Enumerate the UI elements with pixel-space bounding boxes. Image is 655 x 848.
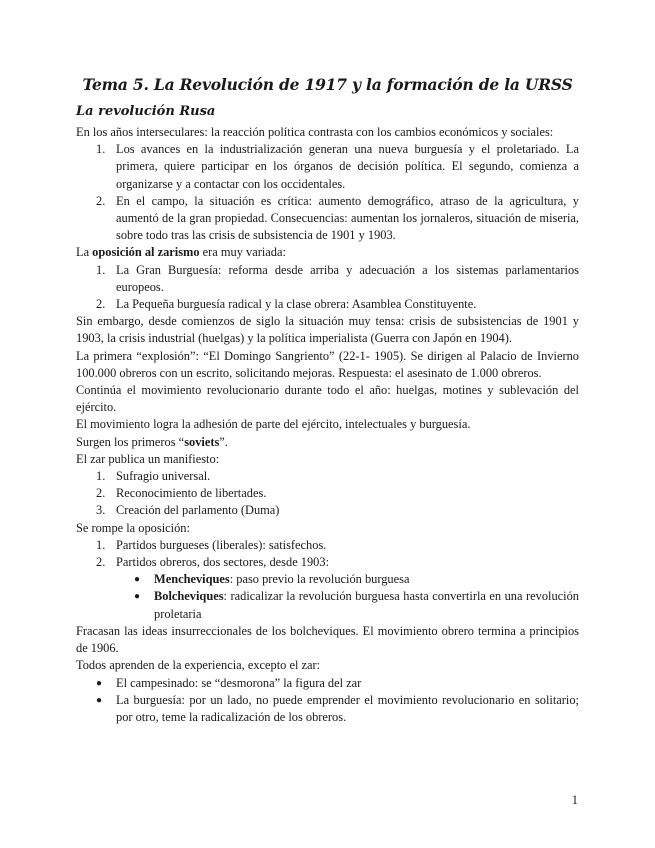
list-item: 1. La Gran Burguesía: reforma desde arriba y adecuación a los sistemas parlamentarios europeos. bbox=[96, 262, 579, 294]
document-page bbox=[76, 74, 579, 726]
list-item: ● Bolcheviques: radicalizar la revolución burguesa hasta convertirla en una revolución proletaria bbox=[134, 589, 579, 621]
paragraph-intro: En los años interseculares: la reacción política contrasta con los cambios económicos y sociales: bbox=[76, 125, 554, 139]
bullet-icon: ● bbox=[134, 574, 141, 586]
list-item: ● Mencheviques: paso previo la revolución burguesa bbox=[76, 571, 579, 588]
bullet-list-factions bbox=[76, 571, 579, 623]
paragraph-lessons: Todos aprenden de la experiencia, excepto el zar: bbox=[76, 658, 321, 673]
bullet-icon: ● bbox=[96, 694, 103, 706]
page-number: 1 bbox=[571, 793, 578, 807]
bullet-list-lessons bbox=[76, 675, 579, 727]
list-item: 1. Los avances en la industrialización generan una nueva burguesía y el proletariado. La primera, quiere participar en los órganos de decisión política. El segundo, comienza a organizarse y a contactar con los occidentales. bbox=[96, 142, 579, 191]
list-item: 3. Creación del parlamento (Duma) bbox=[96, 503, 280, 518]
list-item: 1. Sufragio universal. bbox=[96, 469, 211, 484]
numbered-list-parties bbox=[76, 537, 579, 571]
list-item: 2. Partidos obreros, dos sectores, desde 1903: bbox=[96, 555, 330, 570]
list-item: 2. En el campo, la situación es crítica: aumento demográfico, atraso de la agricultura, y aumentó de la gran propiedad. Consecuencias: aumentan los jornaleros, situación de miseria, sobre todo tras las crisis de subsistencia de 1901 y 1903. bbox=[96, 193, 579, 243]
list-item: 2. La Pequeña burguesía radical y la clase obrera: Asamblea Constituyente. bbox=[96, 297, 477, 312]
bullet-icon: ● bbox=[96, 677, 103, 689]
paragraph-opposition: La oposición al zarismo era muy variada: bbox=[76, 245, 286, 260]
paragraph-adhesion: El movimiento logra la adhesión de parte del ejército, intelectuales y burguesía. bbox=[76, 417, 471, 432]
numbered-list-changes bbox=[76, 141, 579, 244]
bullet-icon: ● bbox=[134, 591, 141, 603]
paragraph-movement: Continúa el movimiento revolucionario durante todo el año: huelgas, motines y sublevación del ejército. bbox=[76, 383, 579, 415]
paragraph-split: Se rompe la oposición: bbox=[76, 520, 190, 535]
paragraph-explosion: La primera “explosión”: “El Domingo Sangriento” (22-1- 1905). Se dirigen al Palacio de Invierno 100.000 obreros con un escrito, solicitando mejoras. Respuesta: el asesinato de 1.000 obreros. bbox=[76, 348, 579, 380]
paragraph-manifesto: El zar publica un manifiesto: bbox=[76, 451, 220, 466]
list-item: 1. Partidos burgueses (liberales): satisfechos. bbox=[96, 537, 327, 552]
numbered-list-opposition bbox=[76, 262, 579, 314]
page-title: Tema 5. La Revolución de 1917 y la formación de la URSS bbox=[82, 75, 573, 94]
list-item: 2. Reconocimiento de libertades. bbox=[96, 486, 267, 501]
list-item: ● La burguesía: por un lado, no puede emprender el movimiento revolucionario en solitario; por otro, teme la radicalización de los obreros. bbox=[96, 692, 579, 724]
paragraph-tension: Sin embargo, desde comienzos de siglo la situación muy tensa: crisis de subsistencias de 1901 y 1903, la crisis industrial (huelgas) y la política imperialista (Guerra con Japón en 1904). bbox=[76, 314, 579, 346]
section-subtitle: La revolución Rusa bbox=[76, 104, 216, 119]
paragraph-soviets: Surgen los primeros “soviets”. bbox=[76, 434, 228, 449]
list-item: ● El campesinado: se “desmorona” la figura del zar bbox=[76, 675, 579, 692]
paragraph-failure: Fracasan las ideas insurreccionales de los bolcheviques. El movimiento obrero termina a principios de 1906. bbox=[76, 623, 579, 656]
numbered-list-manifesto bbox=[76, 468, 579, 520]
